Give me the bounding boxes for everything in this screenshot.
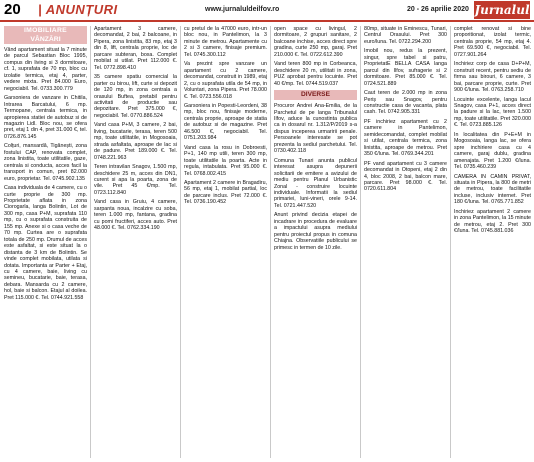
classified-ad: Caut teren de 2.000 mp in zona Periș sau Snagov, pentru constructie casa de vacanta, plata cash. Tel. 0742.905.331 — [364, 90, 447, 116]
classified-ad: cu pretul de la 47000 euro, intr-un bloc nou, in Pantelimon, la 3 minute de metrou. Apartamente cu 2 si 3 camere, finisaje premium. Tel. 0745.300.112 — [184, 26, 267, 58]
classified-ad: Garsoniera de vanzare in Chitila, Intrarea Barcatului, 6 mp. Termopane, centrala termica, in apropierea statiei de autobuz si de magazin Lidl. Bloc nou, se ofera pret, etaj 1 din 4, pret 31.000 €, tel. 0726.876.145 — [4, 95, 87, 140]
classified-ad: Vand casa la rosu in Dobroesti, P+1, 140 mp utili, teren 300 mp, toate utilitatile la poarta. Acte in regula, intabulata. Pret 95.000 €. Tel. 0768.002.415 — [184, 144, 267, 177]
ad-column-2 — [94, 26, 177, 460]
classified-ad: Inchiriez corp de casa D+P+M, construit recent, pentru sediu de firma sau birouri, 6 camere, 3 bai, parcare proprie, curte. Pret 900 €/luna. Tel. 0763.258.710 — [454, 61, 531, 94]
ad-column-4 — [274, 26, 357, 460]
ad-column-6 — [454, 26, 531, 460]
classified-ad: Vând apartament situat la 7 minute de parcul Sebastian Bloc 1995, compus din living si 3 dormitoare, cf. 1, suprafata de 70 mp, bloc cu izolatie termica, etaj 4, parter, vedere mixta. Pret 84.000 Euro, negociabil. Tel. 0733.300.779 — [4, 47, 87, 92]
column-divider — [450, 26, 451, 458]
column-divider — [360, 26, 361, 458]
classified-ad: open space cu livingul, 2 dormitoare, 2 grupuri sanitare, 2 balcoane inchise, acces direct spre gradina, curte 250 mp, garaj. Pret 210.000 €. Tel. 0722.612.390 — [274, 26, 357, 58]
classified-ad: Va prezint spre vanzare un apartament cu 2 camere, decomandat, construit in 1989, etaj 2, cu o suprafata utila de 54 mp, in Voluntari, zona Pipera. Pret 78.000 €. Tel. 0723.556.018 — [184, 61, 267, 100]
classified-ad: CAMERA IN CAMIN PRIVAT, situata in Pipera, la 800 de metri de metrou, toate facilitatile incluse, inclusiv internet. Pret 180 €/luna. Tel. 0765.771.852 — [454, 173, 531, 206]
classified-ad: 80mp, situate in Eminescu, Tunari, Centrul Orasului. Pret 300 euro/luna. Tel. 0722.294.200 — [364, 26, 447, 45]
section-box-subtitle: VÂNZĂRI — [30, 36, 61, 43]
classified-ad: 35 camere spatiu comercial la parter cu birou, lift, curte si depozit de 120 mp, in zona centrala a orasului Buftea, pretabil pentru activitati de productie sau depozitare. Pret 375.000 €, negociabil. Tel. 0770.886.524 — [94, 74, 177, 119]
classified-ad: Locuinte excelente, langa lacul Snagov, casa P+1, acces direct la padure si la lac, teren 1.500 mp, toate utilitatile. Pret 320.000 €. Tel. 0723.885.126 — [454, 96, 531, 129]
classified-ad: In localitatea din P+E+M in Mogosoaia, langa lac, se ofera spre inchiriere casa cu 4 camere, garaj dublu, gradina amenajata. Pret 1.200 €/luna. Tel. 0735.460.239 — [454, 131, 531, 171]
page-number: 20 — [4, 1, 21, 18]
classified-ad: Apartament 3 camere, decomandat, 2 bai, 2 balcoane, in Pipera, zona linistita, 83 mp, etaj 3 din 8, lift, centrala proprie, loc de parcare subteran, boxa. Complet mobilat si utilat. Pret 112.000 €. Tel. 0772.898.410 — [94, 26, 177, 71]
classified-ad: PF vand apartament cu 3 camere decomandat in Otopeni, etaj 2 din 4, bloc 2008, 2 bai, balcon mare, parcare. Pret 98.000 €. Tel. 0720.611.804 — [364, 160, 447, 193]
classified-ad: Comuna Tunari anunta publicul interesat asupra depunerii solicitarii de emitere a avizului de mediu pentru Planul Urbanistic Zonal - construire locuinte individuale. Informatii la sediul primariei, luni-vineri, orele 9-14. Tel. 0721.447.520 — [274, 157, 357, 209]
section-title: | ANUNȚURI — [38, 2, 118, 17]
newspaper-logo: Jurnalul — [474, 3, 530, 17]
section-box-title: IMOBILIARE — [23, 27, 68, 34]
classified-ad: Imobil nou, redus la prezent, singur, spre tabel si patru, ProprietatE BELLA CASA langa parcul din Ilfov, sufragerie si 2 dormitoare. Pret 85.000 €. Tel. 0724.521.889 — [364, 48, 447, 87]
classified-ad: complet renovat si bine proporitionat, izolat termic, centrala proprie, 54 mp, etaj 4. Pret 69.500 €, negociabil. Tel. 0727.901.264 — [454, 26, 531, 58]
column-divider — [180, 26, 181, 458]
classified-ad: PF inchiriez apartament cu 2 camere in Pantelimon, semidecomandat, complet mobilat si utilat, centrala termica, zona linistita, aproape de metrou. Pret 350 €/luna. Tel. 0769.344.201 — [364, 118, 447, 158]
ad-column-5 — [364, 26, 447, 460]
column-divider — [270, 26, 271, 458]
classified-ad: Vand casa P+M, 3 camere, 2 bai, living, bucatarie, terasa, teren 500 mp, toate utilitatile, in Mogosoaia, strada asfaltata, aproape de lac si de padure. Pret 189.000 €. Tel. 0748.221.963 — [94, 122, 177, 161]
column-divider — [90, 26, 91, 458]
issue-date: 20 - 26 aprilie 2020 — [407, 6, 469, 13]
page-header — [0, 0, 534, 22]
classified-ad: Procuror Andrei Ana-Emilia, de la Parchetul de pe langa Tribunalul Ilfov, aduce la cunostinta publica ca in dosarul nr. 1.312/P/2019 s-a dispus inceperea urmaririi penale. Persoanele interesate se pot prezenta la sediul parchetului. Tel. 0730.402.118 — [274, 103, 357, 155]
classified-ad: Apartament 2 camere in Bragadiru, 56 mp, etaj 1, mobilat partial, loc de parcare inclus. Pret 72.000 €. Tel. 0736.190.452 — [184, 179, 267, 206]
ad-column-1 — [4, 26, 87, 460]
classified-ad: Garsoniera in Popesti-Leordeni, 38 mp, bloc nou, finisaje moderne, centrala proprie, aproape de statia de autobuz si de magazine. Pret 46.500 €, negociabil. Tel. 0751.203.984 — [184, 102, 267, 142]
classified-ad: Vand teren 800 mp in Corbeanca, deschidere 20 m, utilitati in zona, PUZ aprobat pentru locuinte. Pret 40 €/mp. Tel. 0744.519.037 — [274, 61, 357, 87]
section-box-diverse: DIVERSE — [274, 90, 357, 100]
ad-column-3 — [184, 26, 267, 460]
website-url: www.jurnaluldeilfov.ro — [205, 6, 280, 13]
classified-ad: Inchiriez apartament 2 camere in zona Pantelimon, la 15 minute de metrou, etaj 2. Pret 300 €/luna. Tel. 0745.881.036 — [454, 208, 531, 235]
classified-ad: Vand casa in Gruiu, 4 camere, sarpanta noua, incalzire cu soba, teren 1.000 mp, fantana, gradina cu pomi fructiferi, acces auto. Pret 48.000 €. Tel. 0762.334.190 — [94, 199, 177, 232]
classified-ad: Anunt privind decizia etapei de incadrare in procedura de evaluare a impactului asupra mediului pentru proiectul propus in comuna Chiajna. Observatiile publicului se primesc in termen de 10 zile. — [274, 212, 357, 251]
section-box-imobiliare — [4, 26, 87, 44]
classified-ad: Teren intravilan Snagov, 1.500 mp, deschidere 25 m, acces din DN1, curent si apa la poarta, zona de vile. Pret 45 €/mp. Tel. 0723.112.840 — [94, 164, 177, 196]
classified-ad: Casa individuala de 4 camere, cu o curte proprie de 300 mp. Proprietate aflata in zona Ciorogarla, langa Bolintin, Lot de 300 mp, casa P+M, suprafata 110 mp, cu o suprafata construita de 155 mp. Anexe si o casa veche de 70 mp. Curtea are o suprafata totala de 250 mp. Drumul de acces este asfaltat, si este situat la o distanta de 3 km de Bolintin. Se vinde complet mobilata, utilata si dotata. Importanta ar Parter + Etaj, cu 4 camere, baie, living cu semineu, bucatarie, baie, terasa, debara. Mansarda cu 2 camere, hol, baie si balcon. Etajul al doilea. Pret 115.000 €. Tel. 0744.921.558 — [4, 185, 87, 301]
classified-ad: Colțuri, mansardă, Tigănești, zona fostului CAP, renovata complet, zona linistita, toate utilitatile, gaze, centrala si conducta, acces facil la transport in comun, pret 82.000 euro, proprietar. Tel. 0745.902.135 — [4, 143, 87, 182]
